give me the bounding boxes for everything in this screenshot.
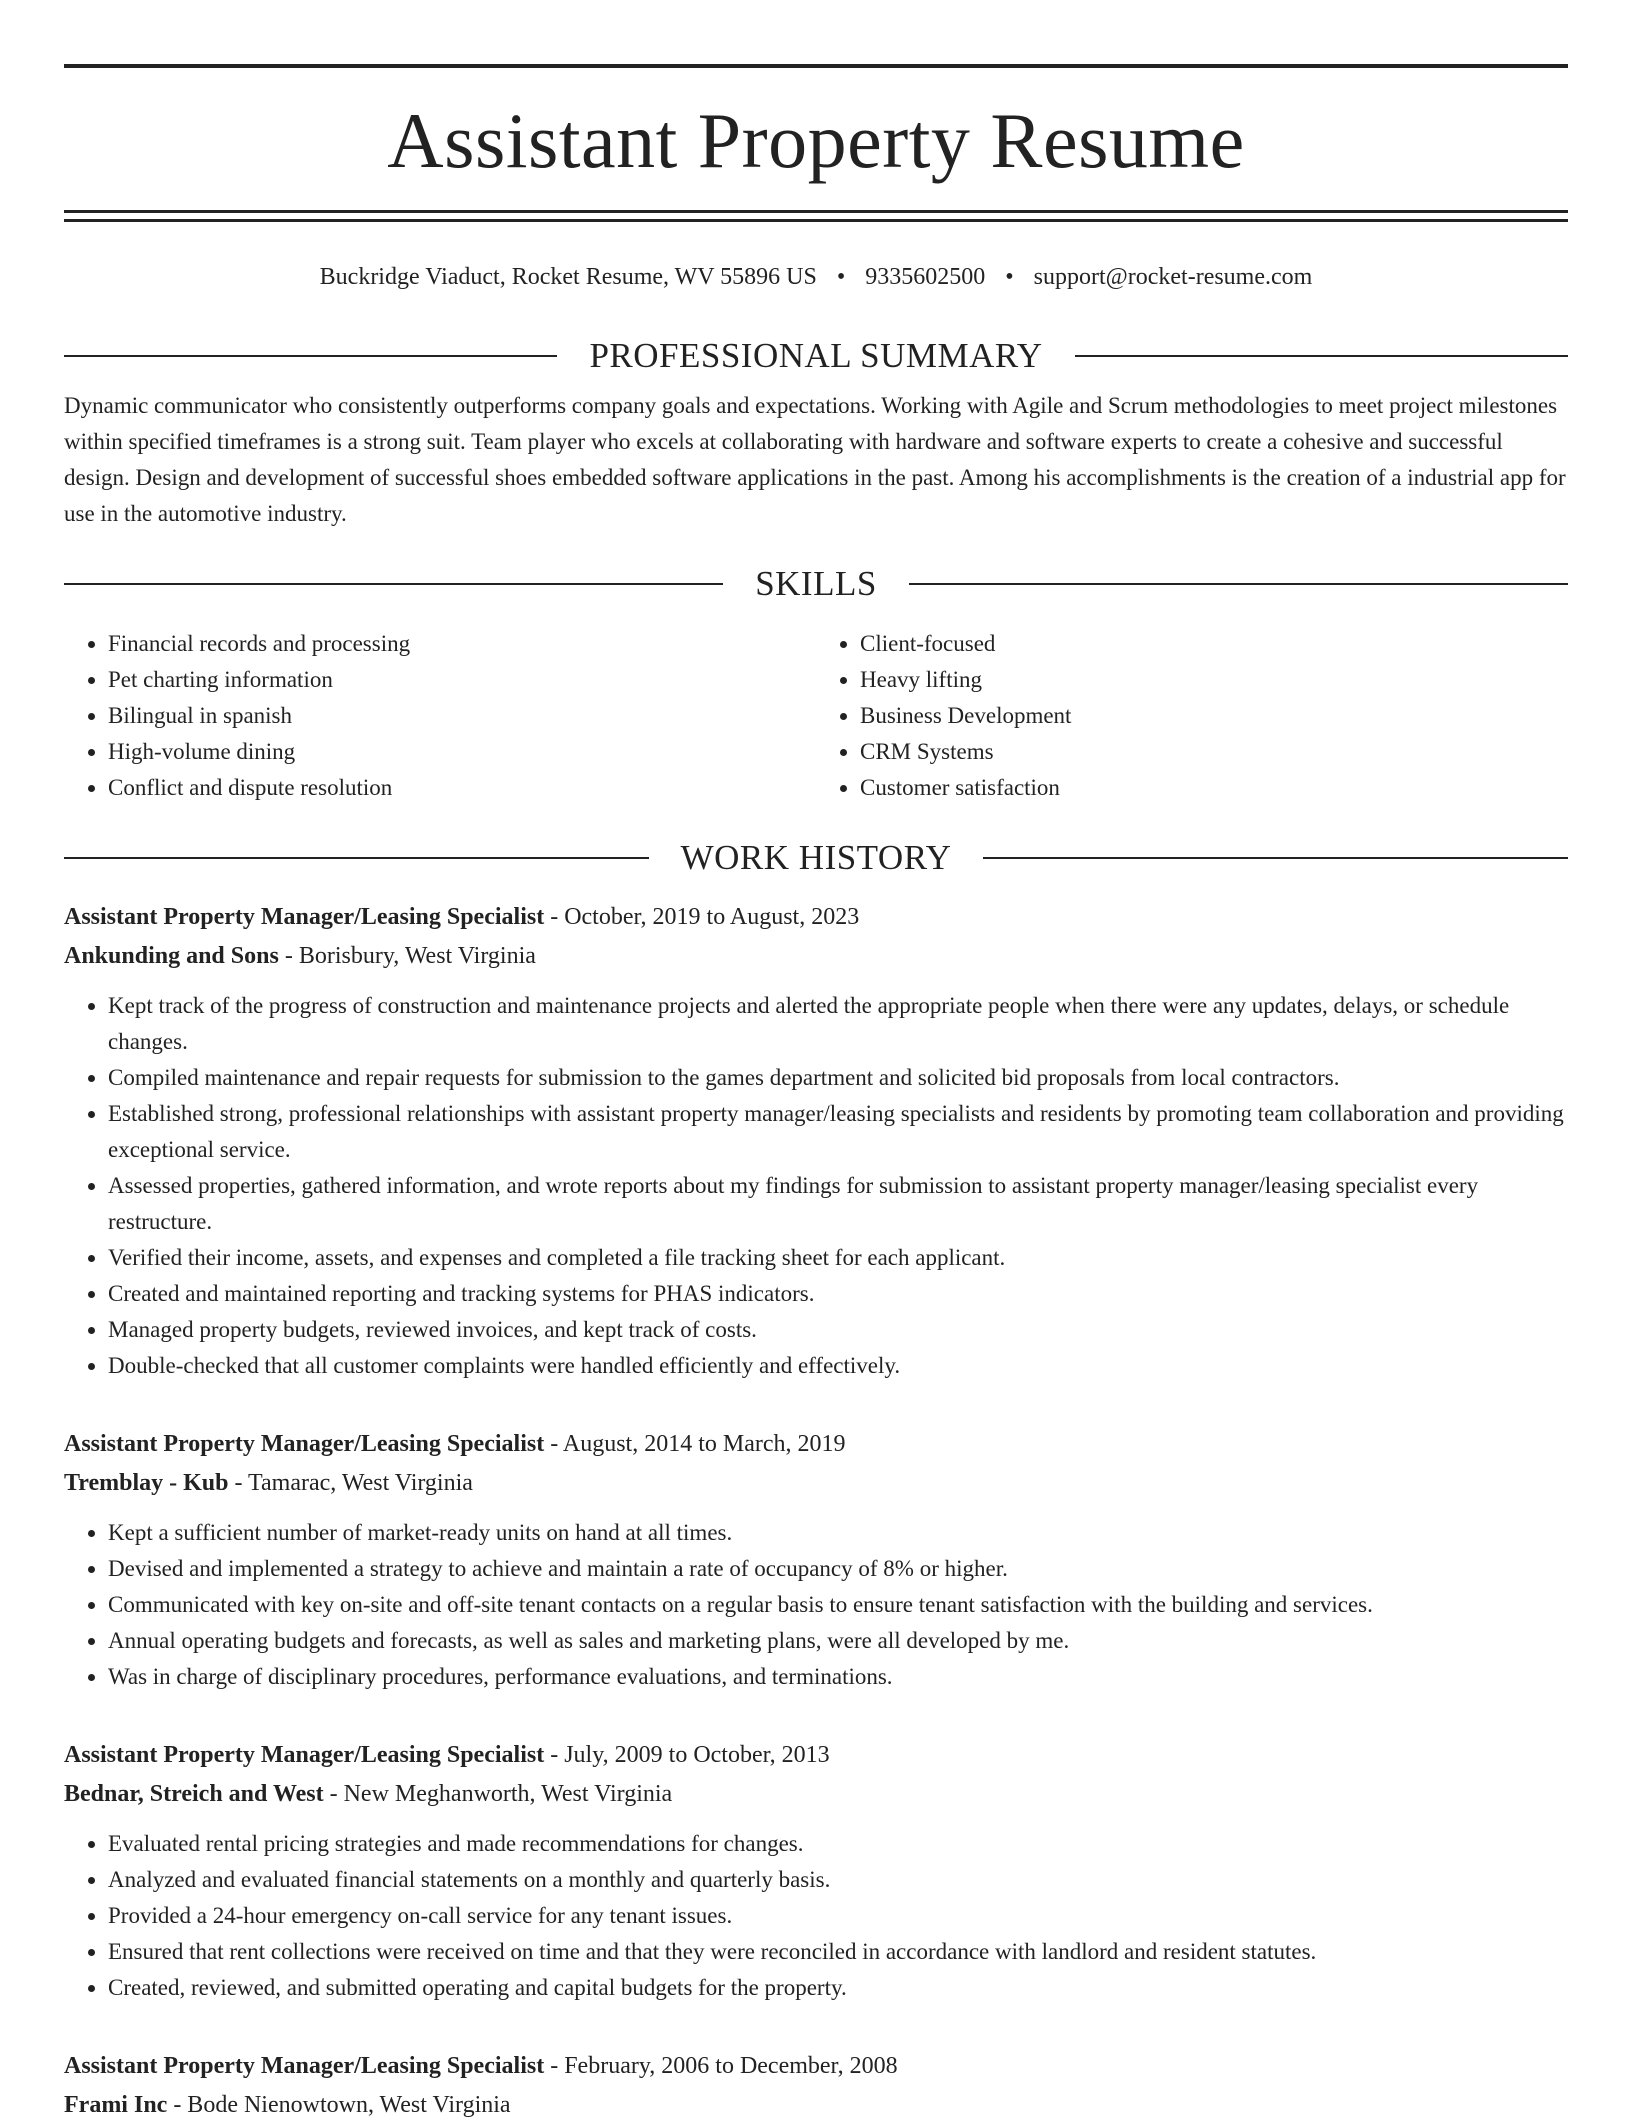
job-entry [64,2047,1568,2125]
skill-item: • Conflict and dispute resolution [108,770,816,806]
skill-item: • Bilingual in spanish [108,698,816,734]
job-bullet: • Evaluated rental pricing strategies and made recommendations for changes. [108,1826,1568,1862]
job-bullet: • Analyzed and evaluated financial statements on a monthly and quarterly basis. [108,1862,1568,1898]
resume-page [64,64,1568,2125]
skill-item: • Heavy lifting [860,662,1568,698]
job-location: - Tamarac, West Virginia [228,1470,473,1496]
job-title-line [64,1425,1568,1464]
skill-item: • Business Development [860,698,1568,734]
job-company-line [64,2086,1568,2125]
skill-item: • CRM Systems [860,734,1568,770]
job-company-line [64,937,1568,976]
heading-rule-left [64,583,723,585]
skills-column-left [64,626,816,806]
contact-separator: • [1005,264,1014,290]
job-location: - Bode Nienowtown, West Virginia [167,2092,511,2118]
contact-email: support@rocket-resume.com [1033,264,1313,290]
job-bullet: • Kept a sufficient number of market-ready units on hand at all times. [108,1515,1568,1551]
job-company: Bednar, Streich and West [64,1781,324,1807]
job-bullet: • Verified their income, assets, and expenses and completed a file tracking sheet for each applicant. [108,1240,1568,1276]
skill-item: • High-volume dining [108,734,816,770]
skill-item: • Client-focused [860,626,1568,662]
skills-heading [64,566,1568,602]
page-title: Assistant Property Resume [387,97,1245,184]
job-bullet: • Managed property budgets, reviewed invoices, and kept track of costs. [108,1312,1568,1348]
job-bullet: • Compiled maintenance and repair requests for submission to the games department and solicited bid proposals from local contractors. [108,1060,1568,1096]
job-title: Assistant Property Manager/Leasing Specialist [64,1742,545,1768]
job-title-line [64,898,1568,937]
skills-heading-label: SKILLS [755,564,877,603]
job-bullets [64,988,1568,1384]
job-bullet: • Kept track of the progress of construction and maintenance projects and alerted the appropriate people when there were any updates, delays, or schedule changes. [108,988,1568,1060]
skills-column-right [816,626,1568,806]
job-bullet: • Annual operating budgets and forecasts, as well as sales and marketing plans, were all developed by me. [108,1623,1568,1659]
heading-rule-left [64,857,649,859]
job-entry [64,1736,1568,2006]
job-bullet: • Communicated with key on-site and off-site tenant contacts on a regular basis to ensure tenant satisfaction with the building and services. [108,1587,1568,1623]
skills-list [64,626,1568,806]
summary-heading-label: PROFESSIONAL SUMMARY [589,336,1043,375]
job-bullet: • Was in charge of disciplinary procedures, performance evaluations, and terminations. [108,1659,1568,1695]
heading-rule-left [64,355,557,357]
job-bullet: • Created, reviewed, and submitted operating and capital budgets for the property. [108,1970,1568,2006]
contact-phone: 9335602500 [865,264,986,290]
job-bullets [64,1515,1568,1695]
heading-rule-right [983,857,1568,859]
job-company-line [64,1464,1568,1503]
title-double-rule [64,210,1568,222]
job-bullet: • Double-checked that all customer complaints were handled efficiently and effectively. [108,1348,1568,1384]
job-company-line [64,1775,1568,1814]
skill-item: • Customer satisfaction [860,770,1568,806]
contact-line [64,262,1568,292]
job-company: Tremblay - Kub [64,1470,229,1496]
heading-rule-right [1075,355,1568,357]
heading-rule-right [909,583,1568,585]
skill-item: • Financial records and processing [108,626,816,662]
job-entry [64,1425,1568,1695]
job-dates: - August, 2014 to March, 2019 [544,1431,846,1457]
job-bullet: • Assessed properties, gathered information, and wrote reports about my findings for submission to assistant property manager/leasing specialist every restructure. [108,1168,1568,1240]
job-bullet: • Established strong, professional relationships with assistant property manager/leasing specialists and residents by promoting team collaboration and providing exceptional service. [108,1096,1568,1168]
job-entry [64,898,1568,1384]
job-company: Frami Inc [64,2092,168,2118]
job-company: Ankunding and Sons [64,943,279,969]
job-dates: - July, 2009 to October, 2013 [544,1742,830,1768]
job-title: Assistant Property Manager/Leasing Specialist [64,2053,545,2079]
job-title-line [64,2047,1568,2086]
job-bullet: • Devised and implemented a strategy to achieve and maintain a rate of occupancy of 8% or higher. [108,1551,1568,1587]
job-location: - New Meghanworth, West Virginia [323,1781,673,1807]
contact-separator: • [836,264,846,290]
skill-item: • Pet charting information [108,662,816,698]
job-title: Assistant Property Manager/Leasing Specialist [64,1431,545,1457]
job-bullet: • Ensured that rent collections were received on time and that they were reconciled in accordance with landlord and resident statutes. [108,1934,1568,1970]
job-dates: - February, 2006 to December, 2008 [544,2053,898,2079]
job-location: - Borisbury, West Virginia [278,943,536,969]
summary-text: Dynamic communicator who consistently outperforms company goals and expectations. Working with Agile and Scrum methodologies to meet project milestones within specified timeframes is a strong suit. Team player who excels at collaborating with hardware and software experts to create a cohesive and successful design. Design and development of successful shoes embedded software applications in the past. Among his accomplishments is the creation of a industrial app for use in the automotive industry. [64,393,1566,526]
job-title: Assistant Property Manager/Leasing Specialist [64,904,545,930]
job-title-line [64,1736,1568,1775]
work-history-heading-label: WORK HISTORY [680,838,952,877]
work-history-heading [64,840,1568,876]
job-bullet: • Provided a 24-hour emergency on-call service for any tenant issues. [108,1898,1568,1934]
job-bullet: • Created and maintained reporting and tracking systems for PHAS indicators. [108,1276,1568,1312]
job-bullets [64,1826,1568,2006]
top-rule [64,64,1568,68]
contact-address: Buckridge Viaduct, Rocket Resume, WV 55896 US [319,264,817,290]
summary-heading [64,338,1568,374]
job-dates: - October, 2019 to August, 2023 [544,904,860,930]
